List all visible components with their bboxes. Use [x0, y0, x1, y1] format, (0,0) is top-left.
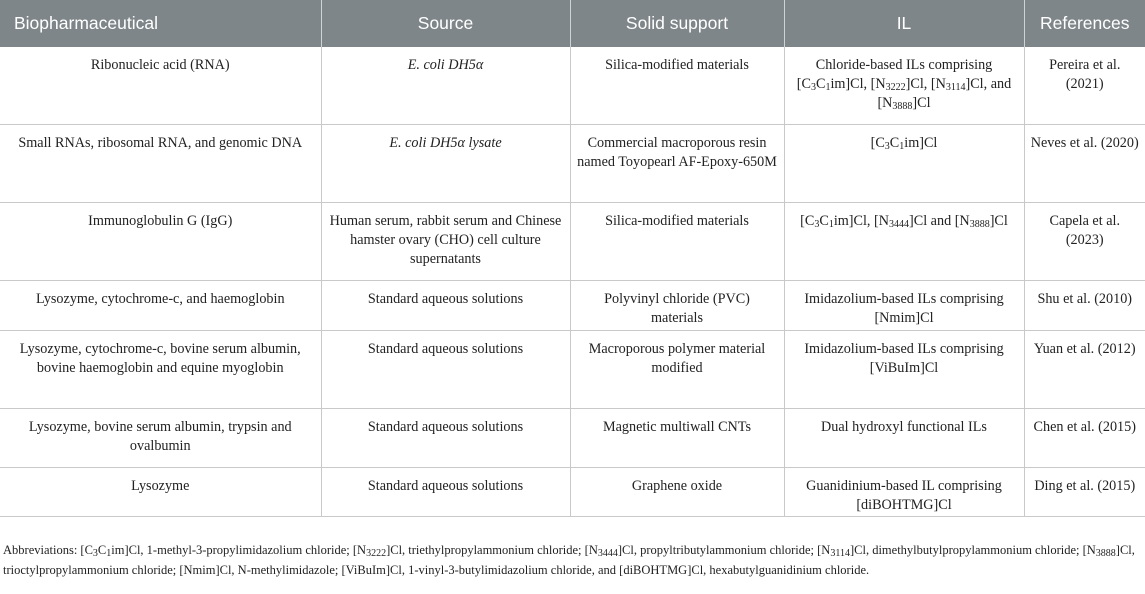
cell-source [321, 47, 570, 125]
cell-solid-support: Graphene oxide [570, 468, 784, 517]
table-row [0, 281, 1145, 331]
table-row [0, 331, 1145, 409]
cell-biopharmaceutical: Lysozyme, cytochrome-c, and haemoglobin [0, 281, 321, 331]
table-row [0, 47, 1145, 125]
header-references: References [1024, 0, 1145, 47]
cell-il: Imidazolium-based ILs comprising [ViBuIm]Cl [784, 331, 1024, 409]
cell-solid-support: Macroporous polymer material modified [570, 331, 784, 409]
header-source: Source [321, 0, 570, 47]
cell-source-text: E. coli DH5α lysate [389, 135, 502, 151]
cell-reference: Chen et al. (2015) [1024, 409, 1145, 468]
cell-source-text: E. coli DH5α [407, 57, 484, 73]
cell-il: Imidazolium-based ILs comprising [Nmim]Cl [784, 281, 1024, 331]
cell-solid-support: Magnetic multiwall CNTs [570, 409, 784, 468]
cell-reference: Neves et al. (2020) [1024, 125, 1145, 203]
cell-reference: Capela et al. (2023) [1024, 203, 1145, 281]
cell-il: Chloride-based ILs comprising $[C_3C_1im]Cl$, $[N_{3222}]Cl$, $[N_{3114}]Cl$, and $[N_{3888}]Cl$ [784, 47, 1024, 125]
cell-reference: Ding et al. (2015) [1024, 468, 1145, 517]
cell-il: Guanidinium-based IL comprising [diBOHTMG]Cl [784, 468, 1024, 517]
cell-source: Standard aqueous solutions [321, 331, 570, 409]
cell-reference: Pereira et al. (2021) [1024, 47, 1145, 125]
cell-il: Dual hydroxyl functional ILs [784, 409, 1024, 468]
cell-biopharmaceutical: Lysozyme, cytochrome-c, bovine serum albumin, bovine haemoglobin and equine myoglobin [0, 331, 321, 409]
cell-source: Standard aqueous solutions [321, 468, 570, 517]
cell-source [321, 125, 570, 203]
table-footnote: Abbreviations: $[C_3C_1im]Cl$, 1-methyl-3-propylimidazolium chloride; $[N_{3222}]Cl$, triethylpropylammonium chloride; $[N_{3444}]Cl$, propyltributylammonium chloride; $[N_{3114}]Cl$, dimethylbutylpropylammonium chloride; $[N_{3888}]Cl$, trioctylpropylammonium chloride; [Nmim]Cl, N-methylimidazole; [ViBuIm]Cl, 1-vinyl-3-butylimidazolium chloride, and [diBOHTMG]Cl, hexabutylguanidinium chloride. [3, 543, 1135, 577]
cell-source: Standard aqueous solutions [321, 409, 570, 468]
cell-biopharmaceutical: Lysozyme, bovine serum albumin, trypsin and ovalbumin [0, 409, 321, 468]
header-biopharmaceutical: Biopharmaceutical [0, 0, 321, 47]
cell-solid-support: Silica-modified materials [570, 47, 784, 125]
cell-reference: Yuan et al. (2012) [1024, 331, 1145, 409]
table-row [0, 125, 1145, 203]
cell-solid-support: Polyvinyl chloride (PVC) materials [570, 281, 784, 331]
cell-biopharmaceutical: Immunoglobulin G (IgG) [0, 203, 321, 281]
cell-biopharmaceutical: Ribonucleic acid (RNA) [0, 47, 321, 125]
table-row [0, 203, 1145, 281]
cell-il: $[C_3C_1im]Cl$, $[N_{3444}]Cl$ and $[N_{3888}]Cl$ [784, 203, 1024, 281]
cell-solid-support: Silica-modified materials [570, 203, 784, 281]
cell-source: Standard aqueous solutions [321, 281, 570, 331]
cell-il: $[C_3C_1im]Cl$ [784, 125, 1024, 203]
cell-source: Human serum, rabbit serum and Chinese hamster ovary (CHO) cell culture supernatants [321, 203, 570, 281]
cell-solid-support: Commercial macroporous resin named Toyopearl AF-Epoxy-650M [570, 125, 784, 203]
cell-biopharmaceutical: Small RNAs, ribosomal RNA, and genomic DNA [0, 125, 321, 203]
header-il: IL [784, 0, 1024, 47]
header-row [0, 0, 1145, 47]
cell-reference: Shu et al. (2010) [1024, 281, 1145, 331]
cell-biopharmaceutical: Lysozyme [0, 468, 321, 517]
header-solid-support: Solid support [570, 0, 784, 47]
table-row [0, 409, 1145, 468]
table-row [0, 468, 1145, 517]
